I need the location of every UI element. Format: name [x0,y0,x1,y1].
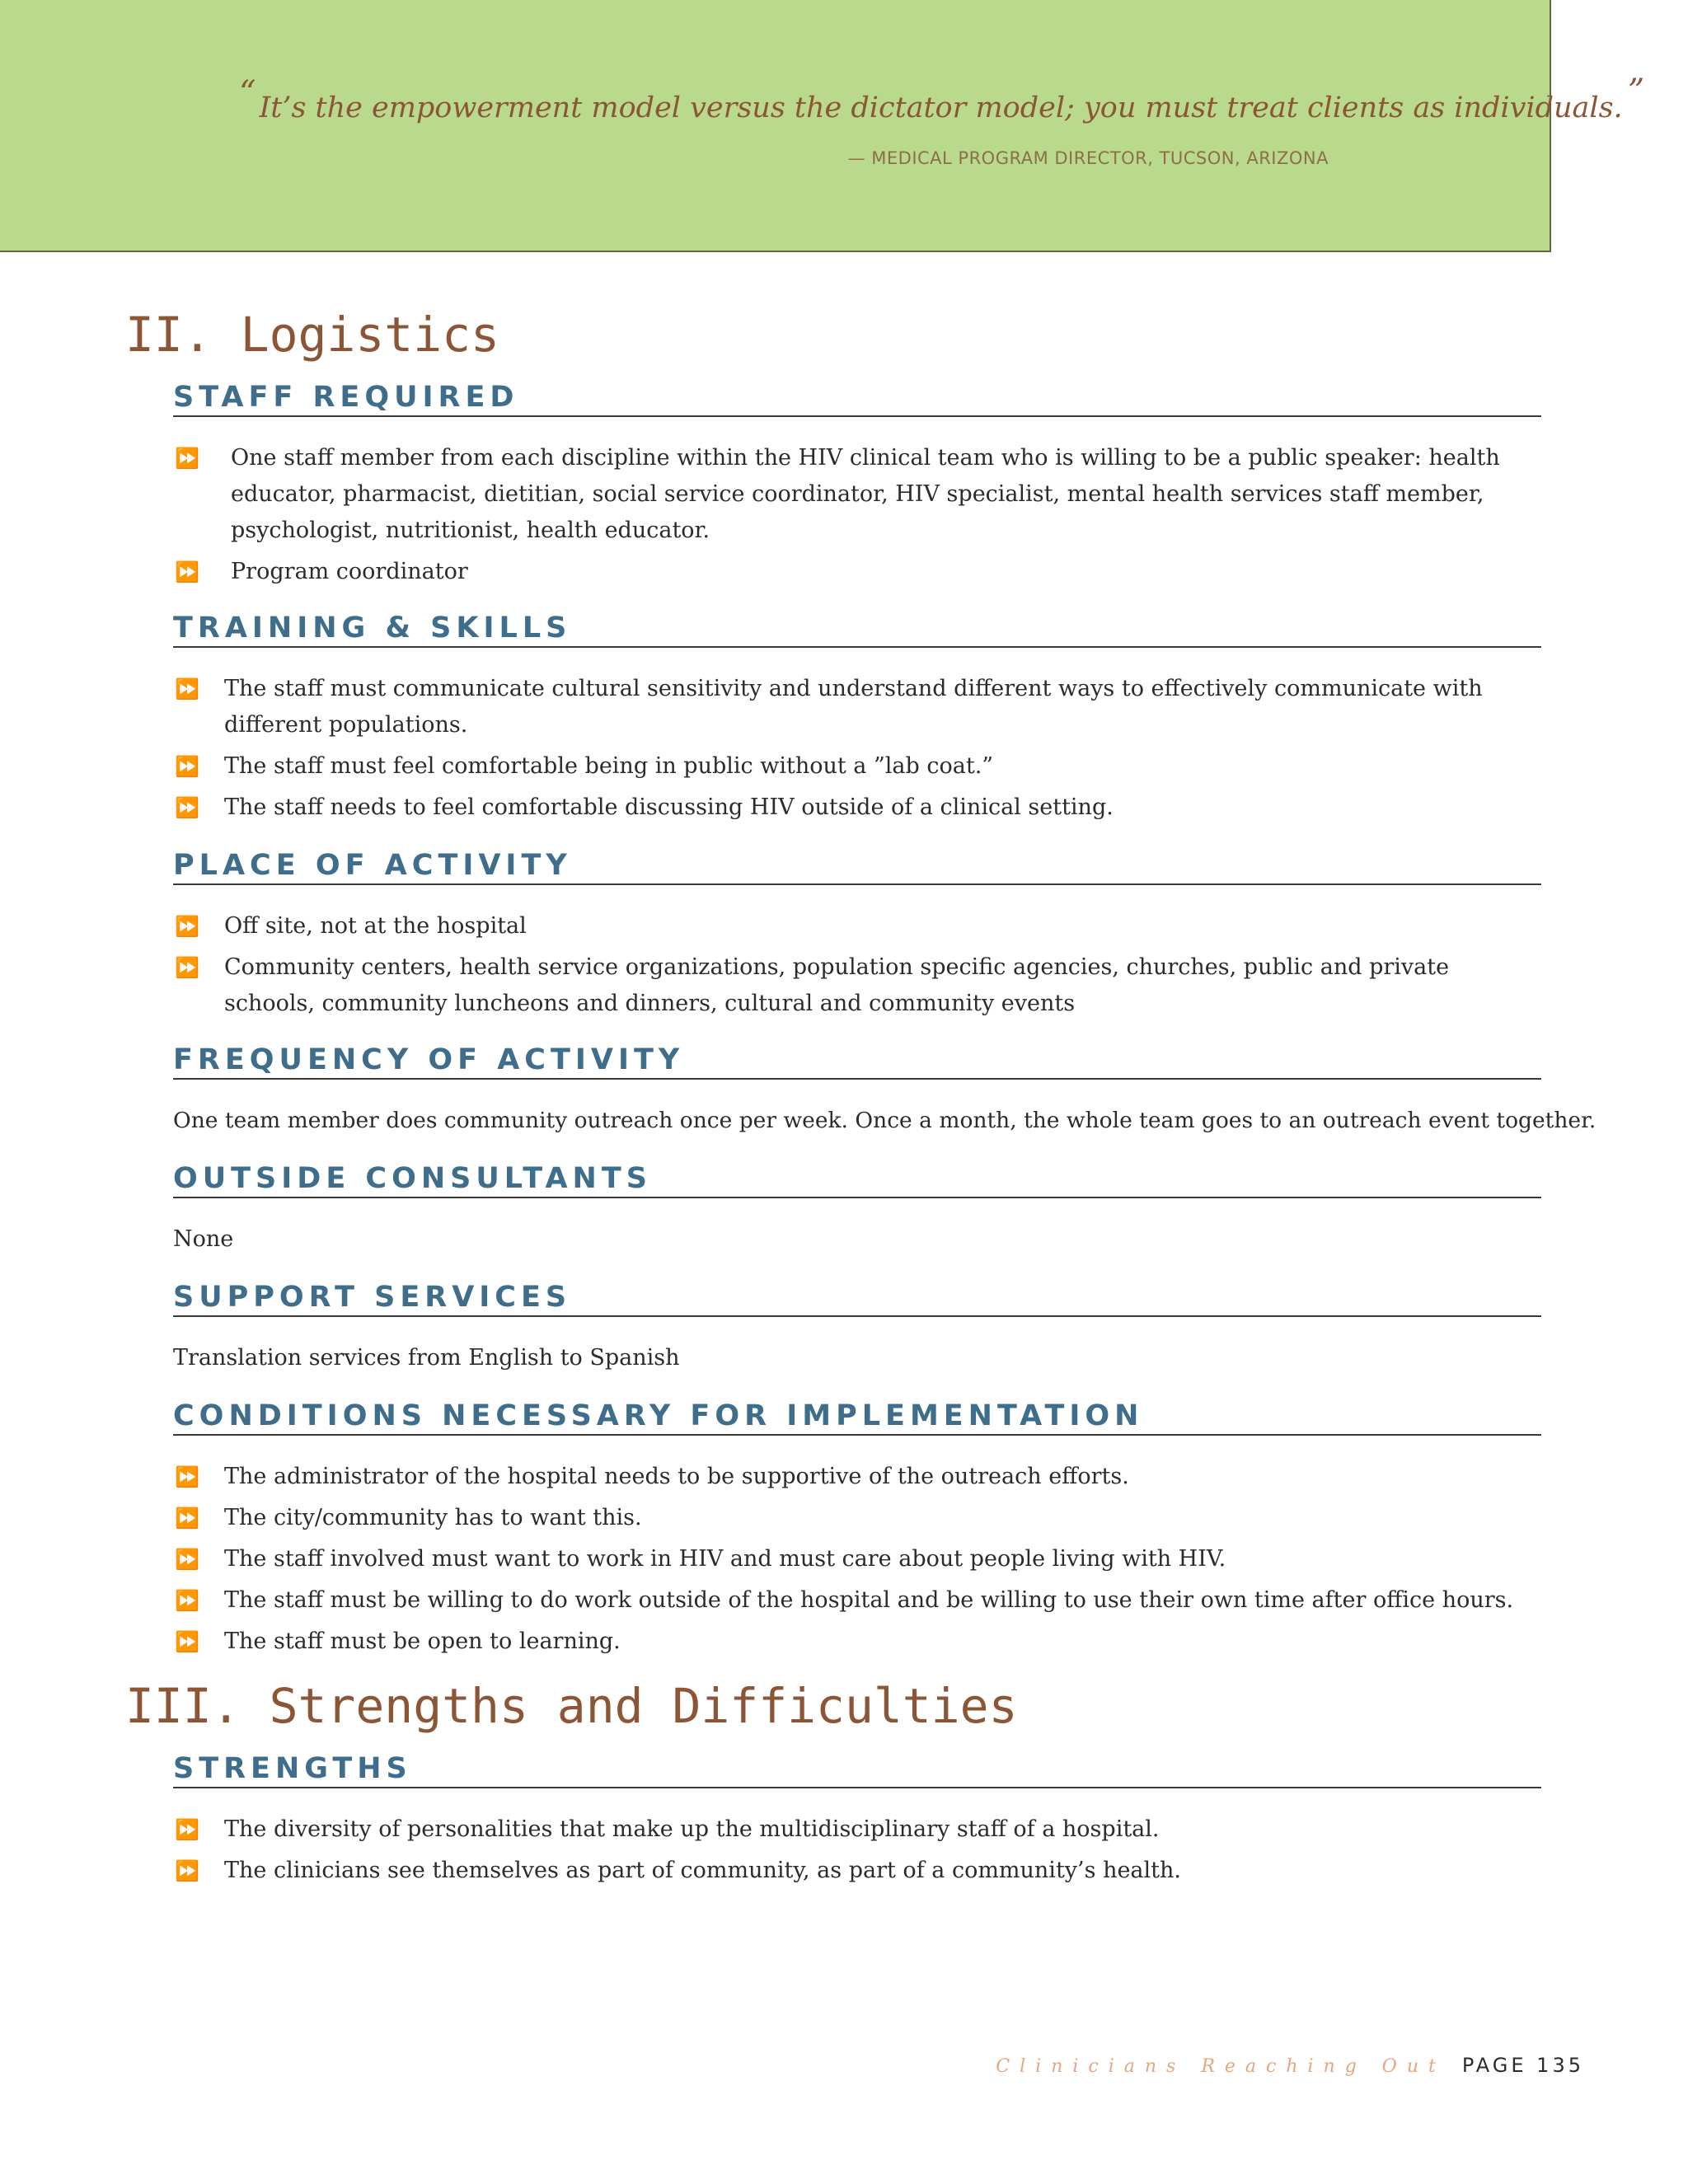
outside-consultants-text: None [173,1226,234,1252]
support-services-section [173,1281,1541,1376]
double-arrow-bullet-icon: ⏩ [175,1630,199,1653]
training-skills-heading: TRAINING & SKILLS [173,612,1541,648]
place-of-activity-section [173,849,1541,1027]
open-quote-mark: “ [239,74,256,112]
staff-required-heading: STAFF REQUIRED [173,381,1541,417]
strengths-heading: STRENGTHS [173,1752,1541,1788]
section-title-strengths-difficulties: III. Strengths and Difficulties [125,1678,1018,1734]
conditions-heading: CONDITIONS NECESSARY FOR IMPLEMENTATION [173,1399,1541,1436]
frequency-of-activity-text: One team member does community outreach once per week. Once a month, the whole team goes to an outreach event together. [173,1108,1597,1133]
list-item: ⏩ The staff needs to feel comfortable discussing HIV outside of a clinical setting. [173,790,1541,826]
double-arrow-bullet-icon: ⏩ [175,796,199,819]
conditions-section [173,1399,1541,1665]
list-item: ⏩ Off site, not at the hospital [173,908,1541,944]
double-arrow-bullet-icon: ⏩ [175,1589,199,1612]
double-arrow-bullet-icon: ⏩ [175,1818,199,1841]
list-item: ⏩ The administrator of the hospital needs to be supportive of the outreach efforts. [173,1459,1541,1495]
list-item: ⏩ Program coordinator [173,554,1541,590]
frequency-of-activity-section [173,1043,1597,1139]
close-quote-mark: ” [1627,73,1645,110]
double-arrow-bullet-icon: ⏩ [175,1859,199,1882]
list-item: ⏩ The staff must feel comfortable being in public without a ”lab coat.” [173,748,1541,785]
outside-consultants-heading: OUTSIDE CONSULTANTS [173,1162,1541,1198]
list-item: ⏩ The diversity of personalities that make up the multidisciplinary staff of a hospital. [173,1811,1541,1848]
list-item: ⏩ The staff involved must want to work in HIV and must care about people living with HIV. [173,1541,1541,1577]
list-item: ⏩ The staff must communicate cultural sensitivity and understand different ways to effectively communicate with different populations. [173,671,1541,743]
pull-quote [239,73,1645,125]
list-item: ⏩ The city/community has to want this. [173,1500,1541,1536]
list-item: ⏩ The staff must be willing to do work outside of the hospital and be willing to use their own time after office hours. [173,1582,1541,1619]
staff-required-list [173,440,1541,590]
place-of-activity-heading: PLACE OF ACTIVITY [173,849,1541,885]
support-services-heading: SUPPORT SERVICES [173,1281,1541,1317]
strengths-section [173,1752,1541,1894]
double-arrow-bullet-icon: ⏩ [175,447,199,470]
quote-attribution: — MEDICAL PROGRAM DIRECTOR, TUCSON, ARIZONA [847,148,1329,168]
double-arrow-bullet-icon: ⏩ [175,755,199,778]
list-item: ⏩ The staff must be open to learning. [173,1624,1541,1660]
publication-title: Clinicians Reaching Out [996,2056,1446,2077]
section-title-logistics: II. Logistics [125,307,499,363]
strengths-list [173,1811,1541,1889]
support-services-text: Translation services from English to Spanish [173,1345,680,1371]
list-item: ⏩ Community centers, health service organizations, population specific agencies, churches, public and private schools, community luncheons and dinners, cultural and community events [173,949,1541,1022]
double-arrow-bullet-icon: ⏩ [175,1548,199,1571]
pull-quote-text: It’s the empowerment model versus the dictator model; you must treat clients as individuals. [259,91,1623,124]
list-item: ⏩ The clinicians see themselves as part of community, as part of a community’s health. [173,1853,1541,1889]
page-number: PAGE 135 [1461,2054,1584,2077]
double-arrow-bullet-icon: ⏩ [175,915,199,938]
outside-consultants-section [173,1162,1541,1258]
quote-banner [0,0,1645,252]
double-arrow-bullet-icon: ⏩ [175,677,199,701]
double-arrow-bullet-icon: ⏩ [175,1465,199,1488]
double-arrow-bullet-icon: ⏩ [175,956,199,979]
staff-required-section [173,381,1541,595]
frequency-of-activity-heading: FREQUENCY OF ACTIVITY [173,1043,1541,1080]
conditions-list [173,1459,1541,1660]
page-footer [996,2054,1584,2077]
place-of-activity-list [173,908,1541,1022]
training-skills-list [173,671,1541,826]
training-skills-section [173,612,1541,831]
double-arrow-bullet-icon: ⏩ [175,1507,199,1530]
list-item: ⏩ One staff member from each discipline within the HIV clinical team who is willing to be a public speaker: health educator, pharmacist, dietitian, social service coordinator, HIV specialist, mental health services staff member, psychologist, nutritionist, health educator. [173,440,1541,549]
double-arrow-bullet-icon: ⏩ [175,560,199,583]
